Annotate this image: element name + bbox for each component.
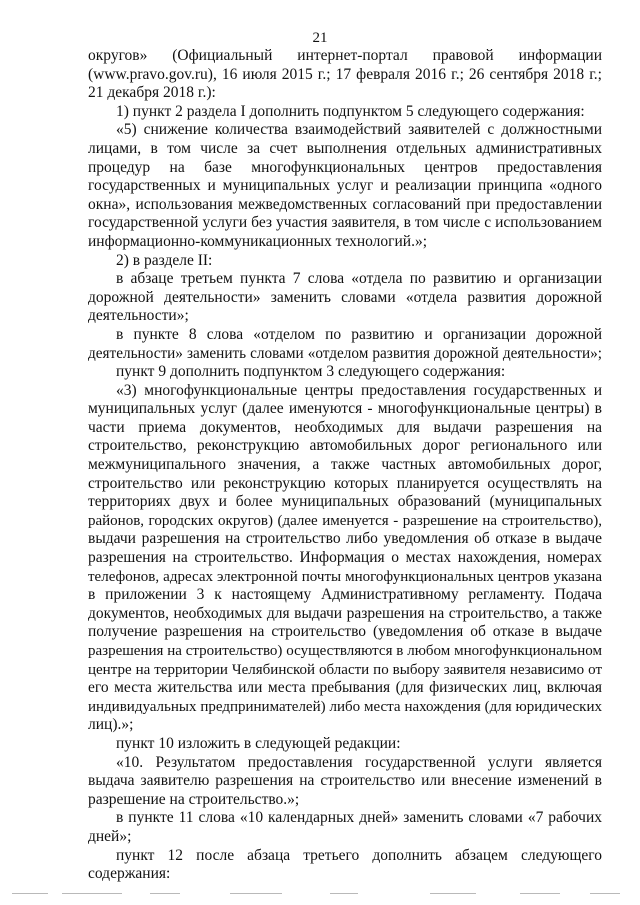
page-number: 21: [312, 30, 328, 46]
text-line: части приема документов, необходимых для выдачи разрешения на: [88, 418, 602, 436]
text-line: документов, необходимых для выдачи разрешения на строительство, а также: [88, 604, 602, 622]
text-line: разрешение на строительство.»;: [88, 790, 300, 808]
text-line: муниципальных услуг (далее именуются - многофункциональные центры) в: [88, 400, 602, 418]
text-line: деятельности» заменить словами «отделом развития дорожной деятельности»;: [88, 344, 602, 362]
text-line: выдачи разрешения на строительство либо уведомления об отказе в выдаче: [88, 530, 602, 548]
text-line: получение разрешения на строительство (уведомления об отказе в выдаче: [88, 623, 602, 641]
text-line: окна», использования межведомственных согласований при предоставлении: [88, 195, 602, 213]
text-line: строительство, реконструкцию автомобильных дорог регионального или: [88, 437, 602, 455]
text-line: процедур на базе многофункциональных центров предоставления: [88, 158, 602, 176]
text-line: центре на территории Челябинской области по выбору заявителя независимо от: [88, 661, 602, 678]
text-line: лиц).»;: [88, 716, 134, 734]
text-line: (www.pravo.gov.ru), 16 июля 2015 г.; 17 февраля 2016 г.; 26 сентября 2018 г.;: [88, 65, 602, 83]
text-line: «5) снижение количества взаимодействий заявителей с должностными: [116, 121, 602, 139]
document-body: [88, 47, 602, 884]
text-line: его места жительства или места пребывания (для физических лиц, включая: [88, 679, 602, 697]
bottom-scan-artifact: [0, 893, 640, 894]
text-line: в пункте 11 слова «10 календарных дней» заменить словами «7 рабочих: [116, 809, 602, 827]
text-line: пункт 10 изложить в следующей редакции:: [116, 734, 401, 752]
text-line: в приложении 3 к настоящему Административному регламенту. Подача: [88, 586, 602, 604]
text-line: территориях двух и более муниципальных образований (муниципальных: [88, 493, 602, 511]
text-line: пункт 12 после абзаца третьего дополнить абзацем следующего: [116, 846, 602, 864]
text-line: деятельности»;: [88, 307, 189, 325]
text-line: межмуниципального значения, а также частных автомобильных дорог,: [88, 456, 602, 474]
text-line: округов» (Официальный интернет-портал правовой информации: [88, 47, 602, 64]
text-line: «10. Результатом предоставления государственной услуги является: [116, 753, 602, 771]
text-line: разрешения на строительство) осуществляются в любом многофункциональном: [88, 643, 602, 659]
text-line: государственных и муниципальных услуг и реализации принципа «одного: [88, 177, 602, 195]
text-line: строительство или реконструкцию которых планируется осуществлять на: [88, 474, 602, 492]
text-line: содержания:: [88, 865, 171, 883]
text-line: 21 декабря 2018 г.):: [88, 84, 216, 102]
text-line: дней»;: [88, 827, 132, 845]
text-line: районов, городских округов) (далее именуется - разрешение на строительство),: [88, 512, 602, 529]
text-line: телефонов, адресах электронной почты многофункциональных центров указана: [88, 568, 602, 585]
text-line: 2) в разделе II:: [116, 251, 213, 269]
text-line: выдача заявителю разрешения на строительство или внесение изменений в: [88, 772, 602, 790]
text-line: пункт 9 дополнить подпунктом 3 следующего содержания:: [116, 363, 506, 381]
text-line: информационно-коммуникационных технологий.»;: [88, 232, 428, 250]
text-line: в абзаце третьем пункта 7 слова «отдела по развитию и организации: [116, 270, 602, 288]
text-line: индивидуальных предпринимателей) либо места нахождения (для юридических: [88, 698, 602, 715]
text-line: государственной услуги без участия заявителя, в том числе с использованием: [88, 214, 602, 232]
text-line: «3) многофункциональные центры предоставления государственных и: [116, 381, 602, 399]
text-line: в пункте 8 слова «отделом по развитию и организации дорожной: [116, 325, 602, 343]
text-line: дорожной деятельности» заменить словами «отдела развития дорожной: [88, 288, 602, 306]
text-line: разрешения на строительство. Информация о местах нахождения, номерах: [88, 549, 602, 567]
text-line: лицами, в том числе за счет выполнения отдельных административных: [88, 139, 602, 157]
text-line: 1) пункт 2 раздела I дополнить подпунктом 5 следующего содержания:: [116, 102, 585, 120]
